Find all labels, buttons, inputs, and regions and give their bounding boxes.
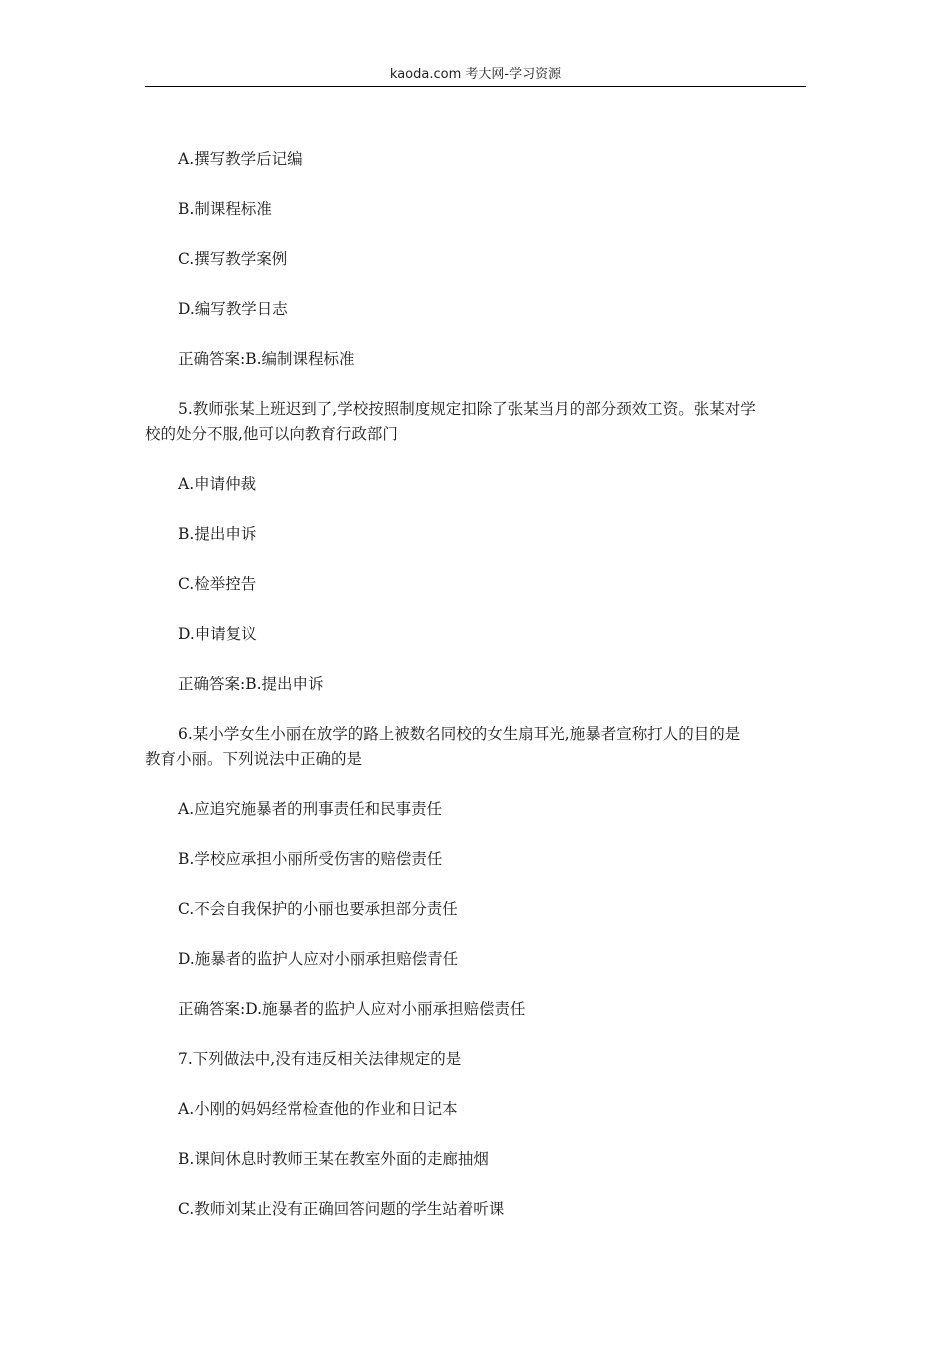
question-7-line-1: 7.下列做法中,没有违反相关法律规定的是 — [178, 1050, 462, 1068]
question-6-option-c: C.不会自我保护的小丽也要承担部分责任 — [178, 900, 458, 918]
question-7-option-a: A.小刚的妈妈经常检查他的作业和日记本 — [178, 1100, 458, 1118]
answer-text: 正确答案:B.编制课程标准 — [178, 350, 355, 368]
question-6-line-2: 教育小丽。下列说法中正确的是 — [145, 750, 363, 768]
question-6-line-1: 6.某小学女生小丽在放学的路上被数名同校的女生扇耳光,施暴者宣称打人的目的是 — [178, 725, 741, 743]
question-7-option-c: C.教师刘某止没有正确回答问题的学生站着听课 — [178, 1200, 505, 1218]
question-5-line-1: 5.教师张某上班迟到了,学校按照制度规定扣除了张某当月的部分颈效工资。张某对学 — [178, 400, 756, 418]
question-5-answer: 正确答案:B.提出申诉 — [178, 675, 324, 693]
question-7-option-b: B.课间休息时教师王某在教室外面的走廊抽烟 — [178, 1150, 489, 1168]
option-d: D.编写教学日志 — [178, 300, 288, 318]
question-6-option-d: D.施暴者的监护人应对小丽承担赔偿青任 — [178, 950, 459, 968]
question-6-answer: 正确答案:D.施暴者的监护人应对小丽承担赔偿责任 — [178, 1000, 526, 1018]
question-5-option-a: A.申请仲裁 — [178, 475, 257, 493]
header-text: kaoda.com 考大网-学习资源 — [389, 67, 562, 82]
question-5-option-d: D.申请复议 — [178, 625, 257, 643]
question-5-option-b: B.提出申诉 — [178, 525, 257, 543]
question-6-option-b: B.学校应承担小丽所受伤害的赔偿责任 — [178, 850, 443, 868]
question-5-line-2: 校的处分不服,他可以向教育行政部门 — [145, 425, 398, 443]
option-a: A.撰写教学后记编 — [178, 150, 303, 168]
question-5-option-c: C.检举控告 — [178, 575, 257, 593]
option-c: C.撰写教学案例 — [178, 250, 288, 268]
option-b: B.制课程标准 — [178, 200, 272, 218]
page-header — [145, 66, 806, 87]
question-6-option-a: A.应追究施暴者的刑事责任和民事责任 — [178, 800, 443, 818]
